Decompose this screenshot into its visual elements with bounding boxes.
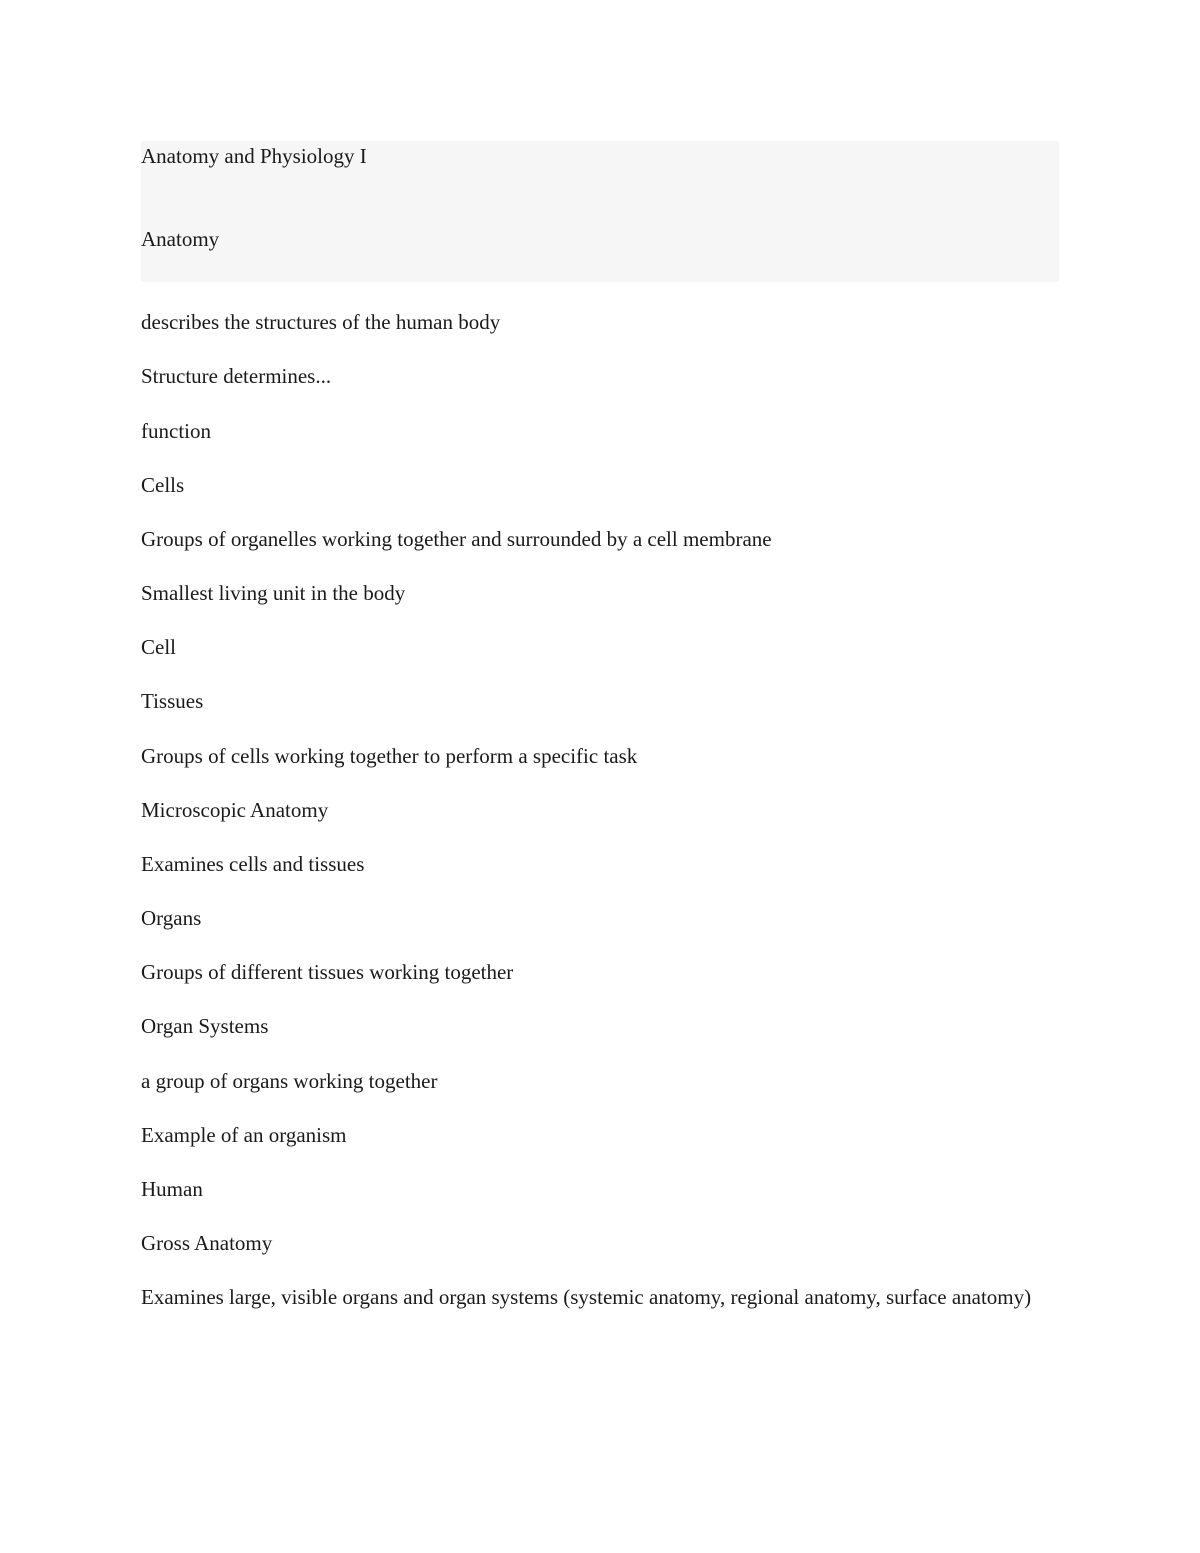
text-line: Organs <box>141 906 202 930</box>
text-line: Groups of different tissues working together <box>141 960 514 984</box>
text-line: Groups of organelles working together and surrounded by a cell membrane <box>141 527 772 551</box>
text-line: describes the structures of the human body <box>141 310 501 334</box>
text-paragraph: Examines large, visible organs and organ systems (systemic anatomy, regional anatomy, surface anatomy) <box>141 1285 1032 1309</box>
text-line: Groups of cells working together to perform a specific task <box>141 744 638 768</box>
text-line: Tissues <box>141 689 204 713</box>
section-heading: Anatomy <box>141 227 220 251</box>
text-line: Organ Systems <box>141 1014 269 1038</box>
text-line: Cell <box>141 635 176 659</box>
text-line: Cells <box>141 473 185 497</box>
text-line: Gross Anatomy <box>141 1231 273 1255</box>
text-line: Structure determines... <box>141 364 332 388</box>
text-line: a group of organs working together <box>141 1069 438 1093</box>
document-title: Anatomy and Physiology I <box>141 144 367 168</box>
text-line: Microscopic Anatomy <box>141 798 329 822</box>
text-line: Examines cells and tissues <box>141 852 365 876</box>
text-line: Example of an organism <box>141 1123 347 1147</box>
text-line: function <box>141 419 211 443</box>
text-line: Smallest living unit in the body <box>141 581 406 605</box>
text-line: Human <box>141 1177 203 1201</box>
